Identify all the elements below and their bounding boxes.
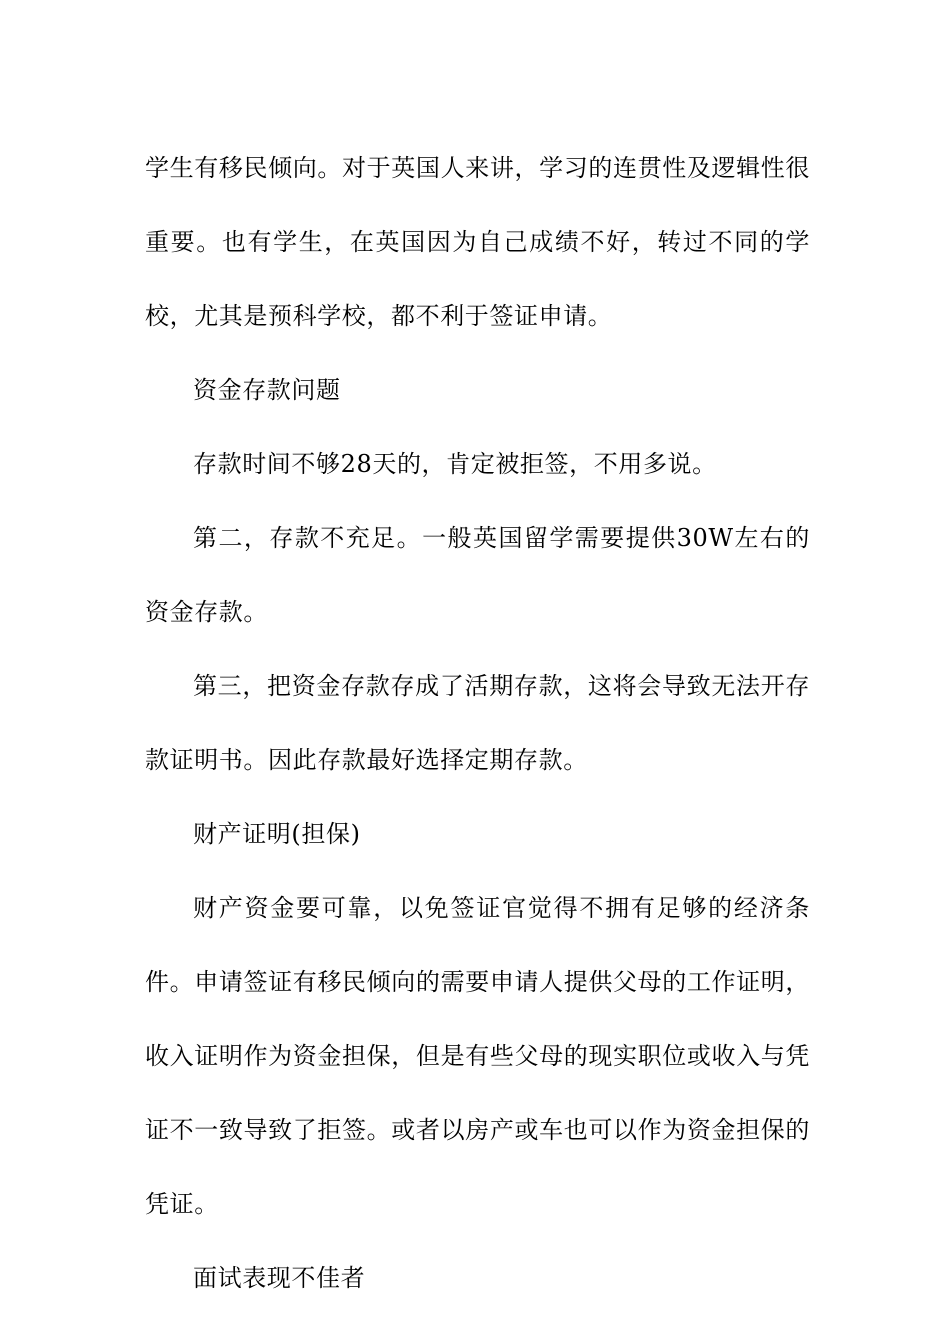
- paragraph-deposit-insufficient: 第二，存款不充足。一般英国留学需要提供30W左右的资金存款。: [145, 524, 810, 626]
- paragraph-continuation: 学生有移民倾向。对于英国人来讲，学习的连贯性及逻辑性很重要。也有学生，在英国因为自己成绩不好，转过不同的学校，尤其是预科学校，都不利于签证申请。: [145, 154, 810, 330]
- heading-property-proof: 财产证明(担保): [193, 820, 361, 848]
- heading-deposit-issues: 资金存款问题: [193, 376, 341, 404]
- heading-interview-performance: 面试表现不佳者: [193, 1264, 366, 1292]
- document-body: [145, 131, 810, 1315]
- paragraph-deposit-type: 第三，把资金存款存成了活期存款，这将会导致无法开存款证明书。因此存款最好选择定期存款。: [145, 672, 810, 774]
- paragraph-property-proof: 财产资金要可靠，以免签证官觉得不拥有足够的经济条件。申请签证有移民倾向的需要申请人提供父母的工作证明，收入证明作为资金担保，但是有些父母的现实职位或收入与凭证不一致导致了拒签。或者以房产或车也可以作为资金担保的凭证。: [145, 894, 810, 1218]
- paragraph-deposit-time: 存款时间不够28天的，肯定被拒签，不用多说。: [193, 450, 717, 478]
